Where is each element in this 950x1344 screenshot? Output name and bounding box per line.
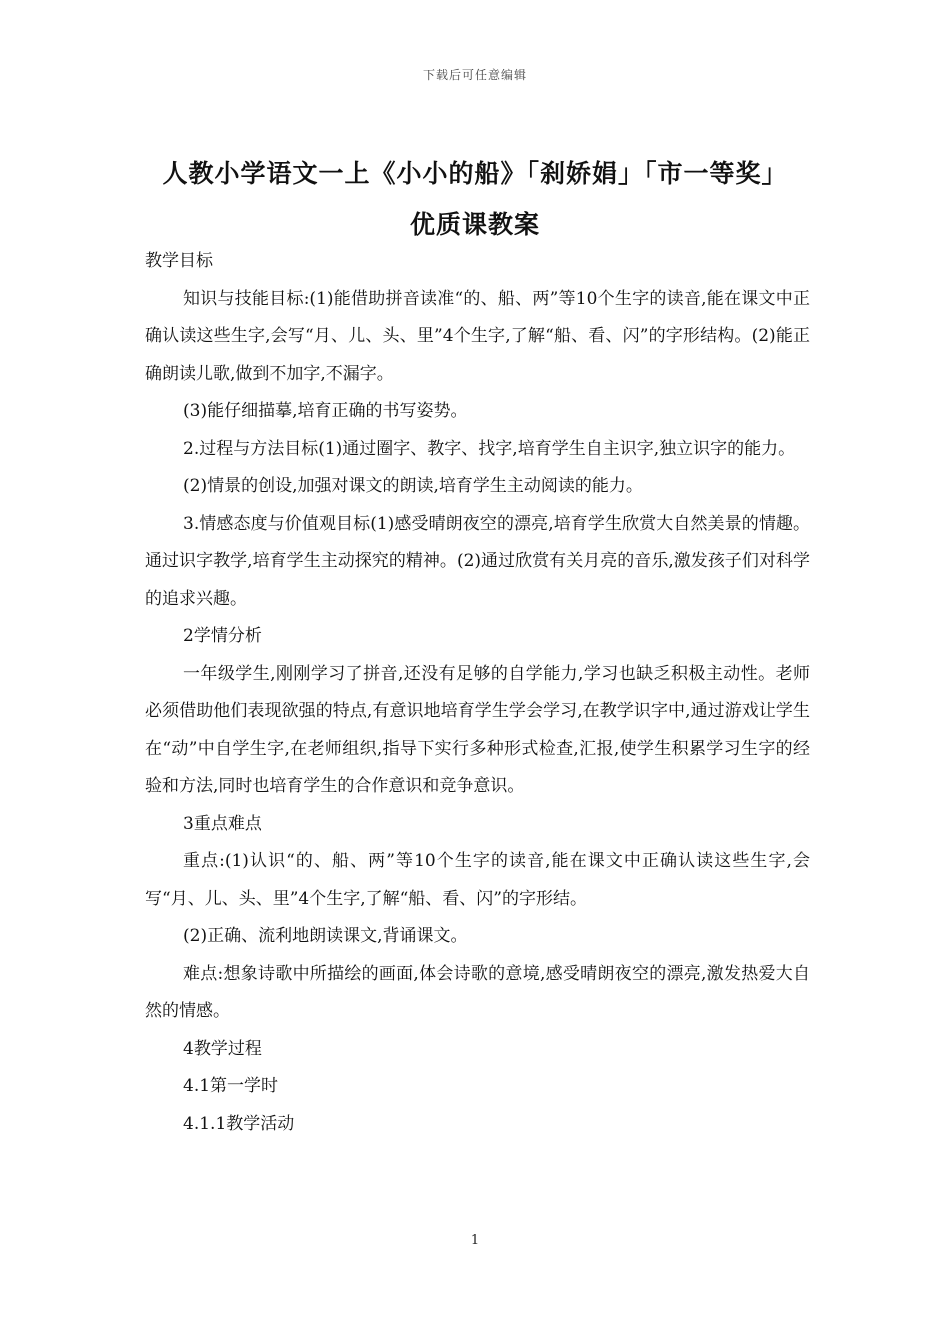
section-heading-student-analysis: 2学情分析 [183, 626, 262, 646]
paragraph-key-points: 重点:(1)认识“的、船、两”等10个生字的读音,能在课文中正确认读这些生字,会写“月、儿、头、里”4个生字,了解“船、看、闪”的字形结。 [145, 851, 810, 909]
paragraph-student-analysis: 一年级学生,刚刚学习了拼音,还没有足够的自学能力,学习也缺乏积极主动性。老师必须借助他们表现欲强的特点,有意识地培育学生学会学习,在教学识字中,通过游戏让学生在“动”中自学生字,在老师组织,指导下实行多种形式检查,汇报,使学生积累学习生字的经验和方法,同时也培育学生的合作意识和竞争意识。 [145, 663, 810, 796]
paragraph-knowledge-goals: 知识与技能目标:(1)能借助拼音读准“的、船、两”等10个生字的读音,能在课文中正确认读这些生字,会写“月、儿、头、里”4个生字,了解“船、看、闪”的字形结构。(2)能正确朗读儿歌,做到不加字,不漏字。 [145, 288, 810, 384]
page-header: 下载后可任意编辑 [422, 68, 527, 82]
paragraph-goal-3: (3)能仔细描摹,培育正确的书写姿势。 [183, 401, 468, 421]
section-heading-key-points: 3重点难点 [183, 813, 262, 834]
subsection-heading-first-lesson: 4.1第一学时 [183, 1076, 279, 1096]
document-title-line-1: 人教小学语文一上《小小的船》「刹娇娟」「市一等奖」 [162, 159, 788, 188]
subsection-heading-teaching-activity: 4.1.1教学活动 [183, 1113, 295, 1134]
document-body [145, 243, 810, 1143]
paragraph-difficulties: 难点:想象诗歌中所描绘的画面,体会诗歌的意境,感受晴朗夜空的漂亮,激发热爱大自然的情感。 [145, 963, 810, 1021]
paragraph-process-goals-2: (2)情景的创设,加强对课文的朗读,培育学生主动阅读的能力。 [183, 476, 643, 496]
document-title-line-2: 优质课教案 [409, 210, 540, 239]
page-number: 1 [470, 1233, 480, 1248]
paragraph-key-points-2: (2)正确、流利地朗读课文,背诵课文。 [183, 926, 468, 946]
section-heading-teaching-process: 4教学过程 [183, 1038, 262, 1059]
section-heading-teaching-goals: 教学目标 [145, 251, 213, 271]
paragraph-process-goals: 2.过程与方法目标(1)通过圈字、教字、找字,培育学生自主识字,独立识字的能力。 [183, 438, 796, 459]
paragraph-emotion-goals: 3.情感态度与价值观目标(1)感受晴朗夜空的漂亮,培育学生欣赏大自然美景的情趣。通过识字教学,培育学生主动探究的精神。(2)通过欣赏有关月亮的音乐,激发孩子们对科学的追求兴趣。 [145, 513, 810, 609]
